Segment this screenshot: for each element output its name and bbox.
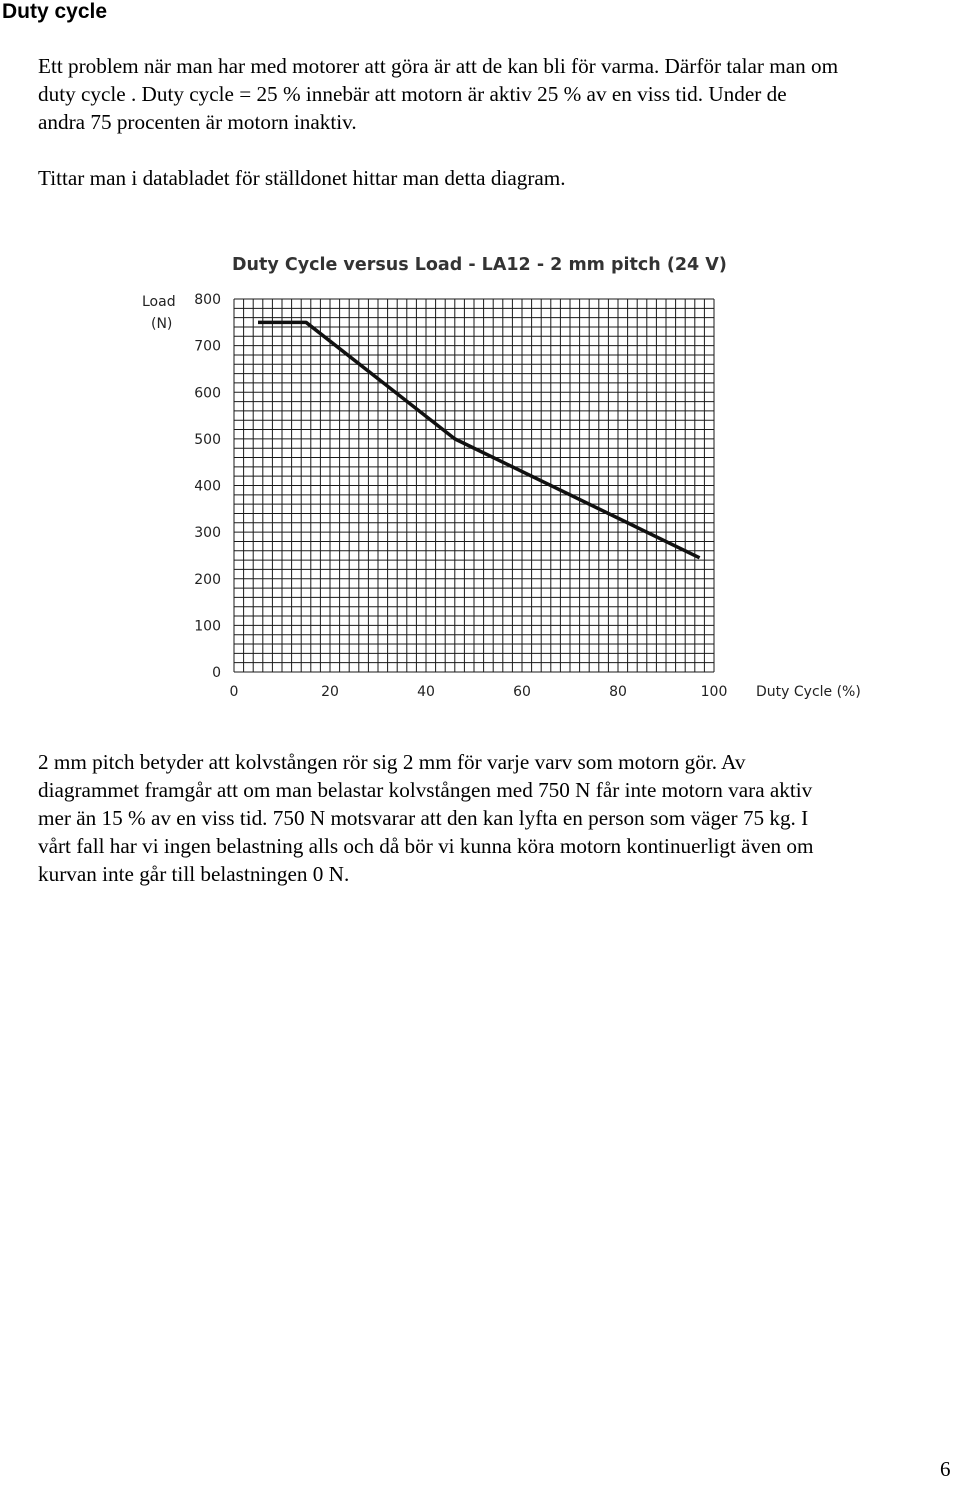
y-tick-label: 100	[194, 618, 221, 635]
text-line: Tittar man i databladet för ställdonet hittar man detta diagram.	[38, 166, 566, 190]
chart-tick-labels	[194, 292, 727, 700]
x-tick-label: 80	[609, 684, 627, 700]
y-tick-label: 200	[194, 571, 221, 588]
text-line: kurvan inte går till belastningen 0 N.	[38, 862, 350, 886]
text-line: duty cycle . Duty cycle = 25 % innebär att motorn är aktiv 25 % av en viss tid. Under de	[38, 82, 787, 106]
chart-grid	[234, 299, 714, 672]
x-tick-label: 0	[229, 684, 239, 700]
x-tick-label: 40	[417, 684, 435, 700]
y-tick-label: 300	[194, 525, 221, 542]
y-axis-label-line2: (N)	[151, 316, 173, 332]
paragraph-intro	[38, 52, 960, 136]
y-tick-label: 500	[194, 431, 221, 448]
paragraph-explanation	[38, 748, 960, 888]
text-line: vårt fall har vi ingen belastning alls och då bör vi kunna köra motorn kontinuerligt även om	[38, 834, 814, 858]
x-tick-label: 100	[700, 684, 728, 700]
x-axis-label: Duty Cycle (%)	[756, 684, 861, 700]
duty-cycle-chart	[0, 240, 960, 710]
x-tick-label: 20	[321, 684, 339, 700]
text-line: diagrammet framgår att om man belastar kolvstången med 750 N får inte motorn vara aktiv	[38, 778, 813, 802]
paragraph-datasheet	[38, 164, 960, 192]
x-tick-label: 60	[513, 684, 531, 700]
text-line: 2 mm pitch betyder att kolvstången rör sig 2 mm för varje varv som motorn gör. Av	[38, 750, 746, 774]
page-number: 6	[940, 1457, 951, 1481]
y-tick-label: 700	[194, 338, 221, 355]
text-line: Ett problem när man har med motorer att göra är att de kan bli för varma. Därför talar man om	[38, 54, 839, 78]
text-line: andra 75 procenten är motorn inaktiv.	[38, 110, 357, 134]
y-tick-label: 400	[194, 478, 221, 495]
y-tick-label: 600	[194, 385, 221, 402]
y-axis-label-line1: Load	[142, 294, 176, 310]
page-heading: Duty cycle	[2, 0, 108, 23]
chart-title: Duty Cycle versus Load - LA12 - 2 mm pitch (24 V)	[232, 255, 727, 275]
text-line: mer än 15 % av en viss tid. 750 N motsvarar att den kan lyfta en person som väger 75 kg. I	[38, 806, 809, 830]
y-tick-label: 800	[194, 292, 221, 308]
y-tick-label: 0	[212, 665, 221, 681]
